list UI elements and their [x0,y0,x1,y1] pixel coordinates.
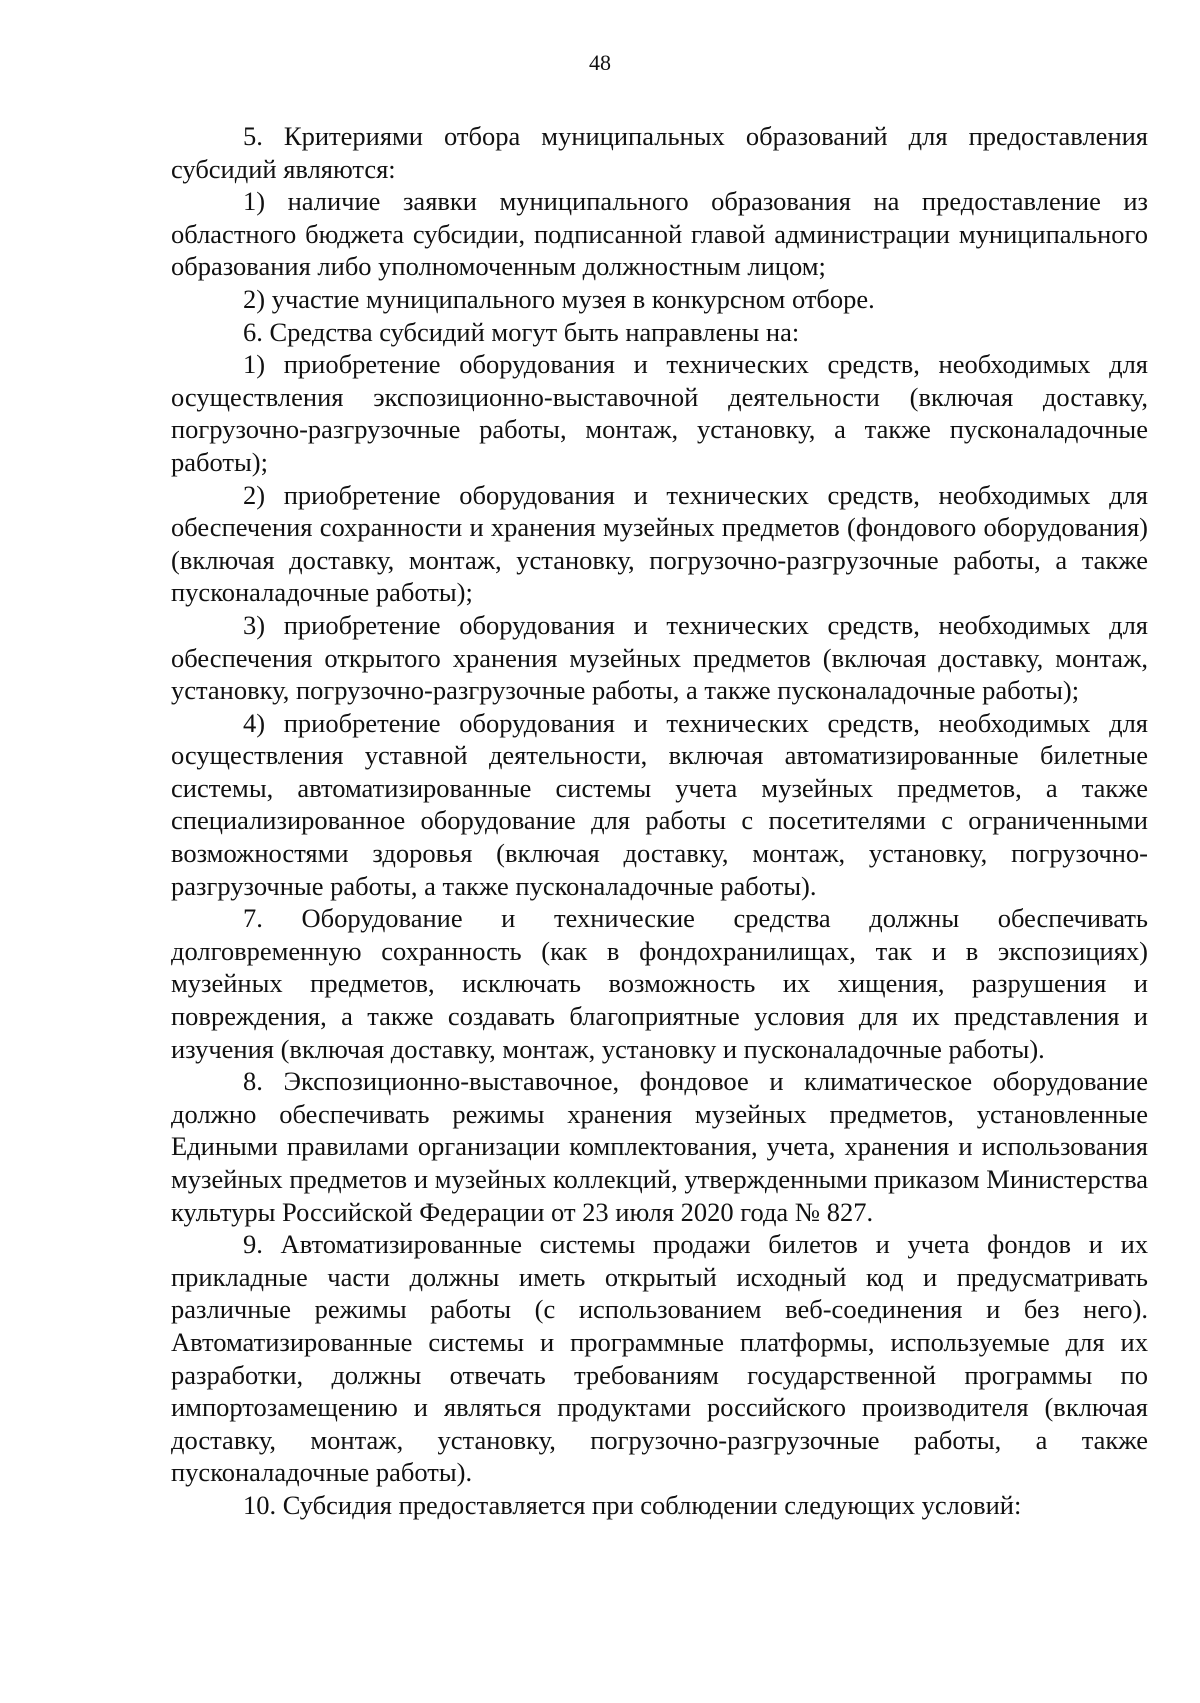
paragraph-6-item-1: 1) приобретение оборудования и технических средств, необходимых для осуществления экспозиционно-выставочной деятельности (включая доставку, погрузочно-разгрузочные работы, монтаж, установку, а также пусконаладочные работы); [171,349,1148,477]
paragraph-6-item-3: 3) приобретение оборудования и технических средств, необходимых для обеспечения открытого хранения музейных предметов (включая доставку, монтаж, установку, погрузочно-разгрузочные работы, а также пусконаладочные работы); [171,609,1148,706]
paragraph-5: 5. Критериями отбора муниципальных образований для предоставления субсидий являются: [171,121,1148,184]
paragraph-5-item-2: 2) участие муниципального музея в конкурсном отборе. [243,283,875,314]
paragraph-10: 10. Субсидия предоставляется при соблюдении следующих условий: [243,1489,1022,1520]
paragraph-6-item-2: 2) приобретение оборудования и технических средств, необходимых для обеспечения сохранности и хранения музейных предметов (фондового оборудования) (включая доставку, монтаж, установку, погрузочно-разгрузочные работы, а также пусконаладочные работы); [171,479,1148,608]
paragraph-5-item-1: 1) наличие заявки муниципального образования на предоставление из областного бюджета субсидии, подписанной главой администрации муниципального образования либо уполномоченным должностным лицом; [171,186,1148,282]
paragraph-6-item-4: 4) приобретение оборудования и технических средств, необходимых для осуществления уставной деятельности, включая автоматизированные билетные системы, автоматизированные системы учета музейных предметов, а также специализированное оборудование для работы с посетителями с ограниченными возможностями здоровья (включая доставку, монтаж, установку, погрузочно-разгрузочные работы, а также пусконаладочные работы). [171,707,1148,901]
paragraph-6: 6. Средства субсидий могут быть направлены на: [243,316,800,347]
document-body [171,120,1148,1522]
paragraph-7: 7. Оборудование и технические средства должны обеспечивать долговременную сохранность (как в фондохранилищах, так и в экспозициях) музейных предметов, исключать возможность их хищения, разрушения и повреждения, а также создавать благоприятные условия для их представления и изучения (включая доставку, монтаж, установку и пусконаладочные работы). [171,903,1148,1064]
paragraph-8: 8. Экспозиционно-выставочное, фондовое и климатическое оборудование должно обеспечивать режимы хранения музейных предметов, установленные Едиными правилами организации комплектования, учета, хранения и использования музейных предметов и музейных коллекций, утвержденными приказом Министерства культуры Российской Федерации от 23 июля 2020 года № 827. [171,1066,1148,1227]
page-number: 48 [589,50,611,75]
paragraph-9: 9. Автоматизированные системы продажи билетов и учета фондов и их прикладные части должны иметь открытый исходный код и предусматривать различные режимы работы (с использованием веб-соединения и без него). Автоматизированные системы и программные платформы, используемые для их разработки, должны отвечать требованиям государственной программы по импортозамещению и являться продуктами российского производителя (включая доставку, монтаж, установку, погрузочно-разгрузочные работы, а также пусконаладочные работы). [171,1229,1148,1488]
